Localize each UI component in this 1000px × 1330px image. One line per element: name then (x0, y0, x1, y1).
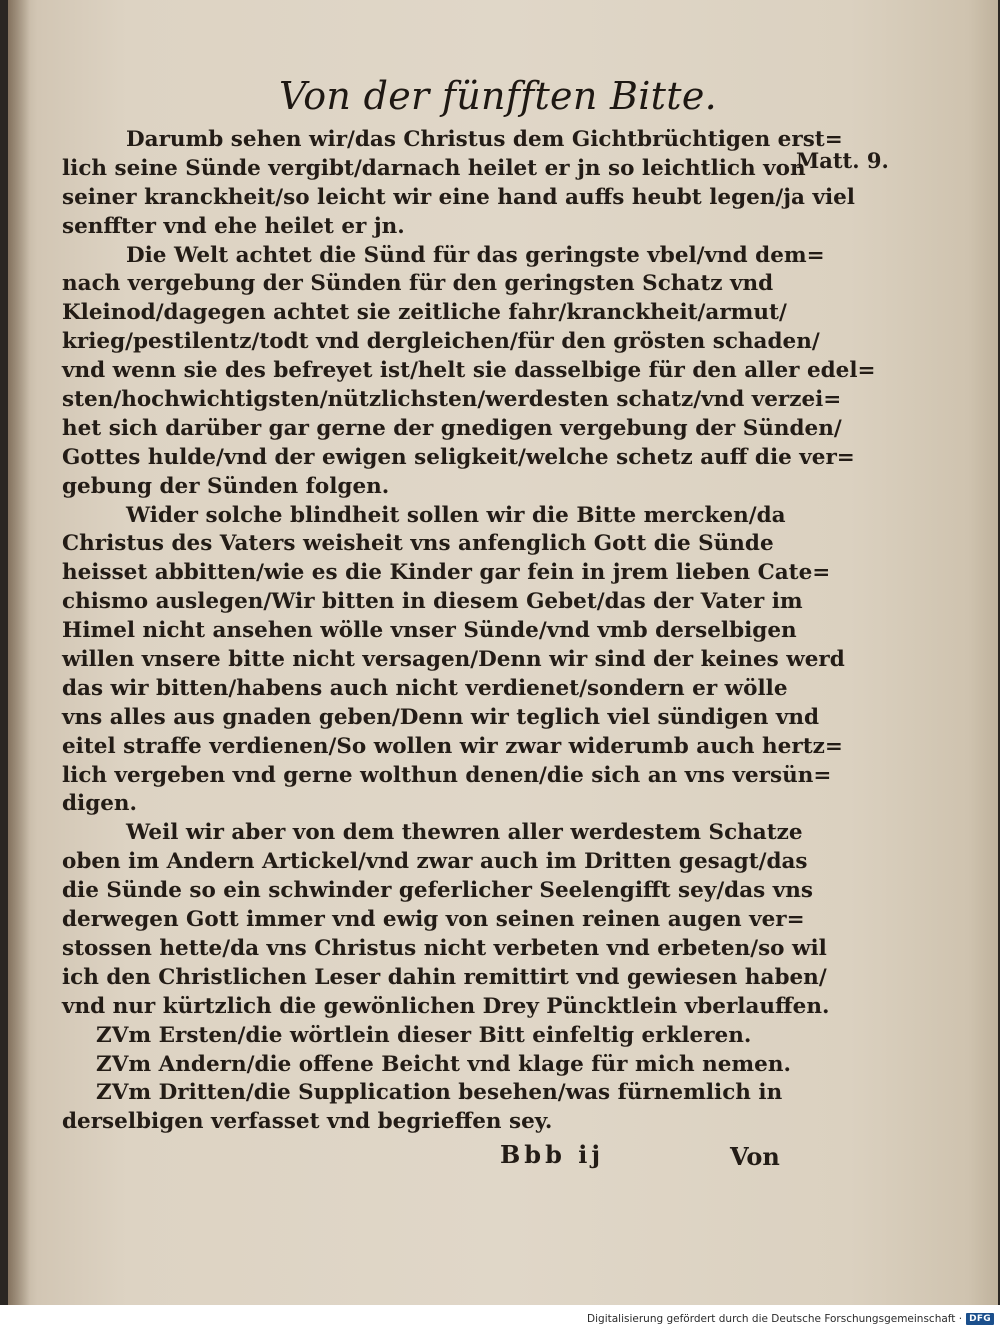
text-line: Christus des Vaters weisheit vns anfenglich Gott die Sünde (62, 531, 774, 557)
text-line: Gottes hulde/vnd der ewigen seligkeit/welche schetz auff die ver= (62, 444, 855, 470)
marginal-note: Matt. 9. (796, 148, 889, 173)
catchword: Von (730, 1142, 780, 1171)
text-line: lich seine Sünde vergibt/darnach heilet er jn so leichtlich von (62, 155, 806, 181)
text-line: derwegen Gott immer vnd ewig von seinen reinen augen ver= (62, 907, 805, 933)
text-line: stossen hette/da vns Christus nicht verbeten vnd erbeten/so wil (62, 935, 827, 961)
text-line: vnd wenn sie des befreyet ist/helt sie dasselbige für den aller edel= (62, 358, 876, 384)
text-line: oben im Andern Artickel/vnd zwar auch im Dritten gesagt/das (62, 849, 808, 875)
text-line: senffter vnd ehe heilet er jn. (62, 213, 405, 239)
text-line: ich den Christlichen Leser dahin remittirt vnd gewiesen haben/ (62, 964, 827, 990)
text-line: derselbigen verfasset vnd begrieffen sey. (62, 1109, 553, 1135)
text-line: lich vergeben vnd gerne wolthun denen/die sich an vns versün= (62, 762, 832, 788)
footer-credit (587, 1311, 994, 1327)
text-line: chismo auslegen/Wir bitten in diesem Gebet/das der Vater im (62, 589, 803, 615)
text-line: Die Welt achtet die Sünd für das geringste vbel/vnd dem= (126, 242, 825, 268)
text-line: heisset abbitten/wie es die Kinder gar fein in jrem lieben Cate= (62, 560, 831, 586)
dfg-logo: DFG (966, 1313, 994, 1325)
text-line: digen. (62, 791, 138, 817)
text-line: ZVm Andern/die offene Beicht vnd klage für mich nemen. (96, 1051, 791, 1077)
text-line: nach vergebung der Sünden für den geringsten Schatz vnd (62, 271, 774, 297)
text-line: ZVm Dritten/die Supplication besehen/was fürnemlich in (96, 1080, 783, 1106)
text-line: Kleinod/dagegen achtet sie zeitliche fahr/kranckheit/armut/ (62, 300, 787, 326)
text-line: seiner kranckheit/so leicht wir eine hand auffs heubt legen/ja viel (62, 184, 855, 210)
text-line: krieg/pestilentz/todt vnd dergleichen/für den grösten schaden/ (62, 329, 820, 355)
book-page (8, 0, 998, 1305)
text-line: willen vnsere bitte nicht versagen/Denn wir sind der keines werd (62, 647, 845, 673)
text-line: vns alles aus gnaden geben/Denn wir teglich viel sündigen vnd (62, 704, 820, 730)
page-title: Von der fünfften Bitte. (279, 74, 717, 118)
text-line: Himel nicht ansehen wölle vnser Sünde/vnd vmb derselbigen (62, 618, 797, 644)
signature-mark: Bbb ij (500, 1140, 605, 1169)
text-line: das wir bitten/habens auch nicht verdienet/sondern er wölle (62, 675, 788, 701)
text-line: Weil wir aber von dem thewren aller werdestem Schatze (126, 820, 803, 846)
text-line: vnd nur kürtzlich die gewönlichen Drey Püncktlein vberlauffen. (62, 993, 830, 1019)
text-line: Darumb sehen wir/das Christus dem Gichtbrüchtigen erst= (126, 127, 843, 152)
footer-text: Digitalisierung gefördert durch die Deutsche Forschungsgemeinschaft · (587, 1313, 963, 1325)
text-line: eitel straffe verdienen/So wollen wir zwar widerumb auch hertz= (62, 733, 843, 759)
text-line: ZVm Ersten/die wörtlein dieser Bitt einfeltig erkleren. (96, 1022, 752, 1048)
text-line: sten/hochwichtigsten/nützlichsten/werdesten schatz/vnd verzei= (62, 387, 842, 413)
text-line: gebung der Sünden folgen. (62, 473, 390, 499)
text-line: het sich darüber gar gerne der gnedigen vergebung der Sünden/ (62, 415, 842, 441)
text-line: Wider solche blindheit sollen wir die Bitte mercken/da (126, 502, 786, 528)
text-line: die Sünde so ein schwinder geferlicher Seelengifft sey/das vns (62, 878, 813, 904)
